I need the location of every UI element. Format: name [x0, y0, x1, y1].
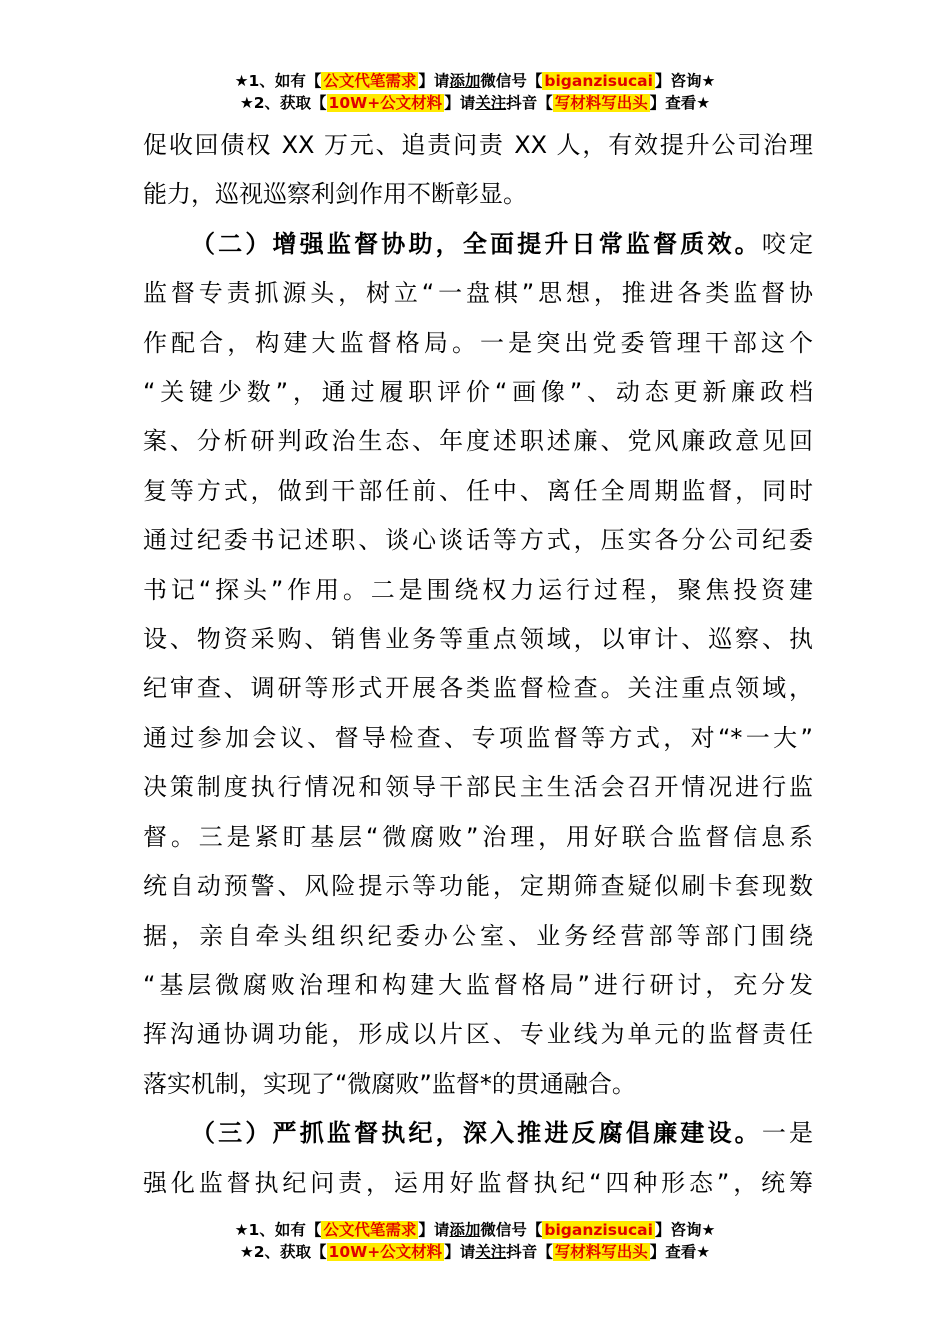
- text-line: 复等方式，做到干部任前、任中、离任全周期监督，同时: [143, 476, 813, 505]
- text-line: 促收回债权 XX 万元、追责问责 XX 人，有效提升公司治理: [143, 131, 813, 159]
- banner-underline: 添加: [449, 72, 481, 90]
- banner-text: 微信号【: [480, 1221, 543, 1239]
- banner-text: 】查看★: [649, 94, 711, 112]
- banner-line-1: [0, 70, 950, 92]
- text-line: 能力，巡视巡察利剑作用不断彰显。: [143, 180, 527, 209]
- banner-text: 抖音【: [506, 1243, 553, 1261]
- text-run: 一是: [761, 1119, 814, 1148]
- banner-highlight: biganzisucai: [544, 1221, 653, 1239]
- banner-text: 】咨询★: [654, 1221, 716, 1239]
- banner-text: 】请: [418, 72, 450, 90]
- banner-text: ★2、获取【: [239, 1243, 327, 1261]
- text-line: 书记“探头”作用。二是围绕权力运行过程，聚焦投资建: [143, 575, 813, 604]
- banner-text: 】请: [444, 94, 476, 112]
- banner-highlight: 写材料写出头: [554, 94, 648, 112]
- text-line: 统自动预警、风险提示等功能，定期筛查疑似刷卡套现数: [143, 872, 813, 901]
- text-line: 通过纪委书记述职、谈心谈话等方式，压实各分公司纪委: [143, 526, 813, 555]
- paragraph-heading-line: [143, 1109, 813, 1158]
- header-banner: [0, 70, 950, 114]
- banner-text: 】查看★: [649, 1243, 711, 1261]
- banner-line-2: [0, 1241, 950, 1263]
- banner-line-2: [0, 92, 950, 114]
- text-line: 落实机制，实现了“微腐败”监督*的贯通融合。: [143, 1069, 636, 1098]
- section-heading: （三）严抓监督执纪，深入推进反腐倡廉建设。: [191, 1119, 762, 1148]
- banner-text: 】请: [444, 1243, 476, 1261]
- banner-underline: 关注: [475, 94, 507, 112]
- text-line: 据，亲自牵头组织纪委办公室、业务经营部等部门围绕: [143, 921, 813, 950]
- banner-text: ★1、如有【: [234, 1221, 322, 1239]
- paragraph-heading-line: [143, 220, 813, 269]
- banner-highlight: 10W+公文材料: [328, 94, 443, 112]
- text-line: 设、物资采购、销售业务等重点领域，以审计、巡察、执: [143, 625, 813, 654]
- text-line: 监督专责抓源头，树立“一盘棋”思想，推进各类监督协: [143, 279, 813, 308]
- banner-highlight: biganzisucai: [544, 72, 653, 90]
- text-line: 督。三是紧盯基层“微腐败”治理，用好联合监督信息系: [143, 822, 813, 851]
- banner-line-1: [0, 1219, 950, 1241]
- banner-text: ★1、如有【: [234, 72, 322, 90]
- banner-highlight: 公文代笔需求: [323, 72, 417, 90]
- footer-banner: [0, 1219, 950, 1263]
- text-line: 强化监督执纪问责，运用好监督执纪“四种形态”，统筹: [143, 1168, 813, 1197]
- text-line: 决策制度执行情况和领导干部民主生活会召开情况进行监: [143, 773, 813, 802]
- banner-text: 】咨询★: [654, 72, 716, 90]
- text-line: 作配合，构建大监督格局。一是突出党委管理干部这个: [143, 328, 813, 357]
- text-line: “关键少数”，通过履职评价“画像”、动态更新廉政档: [143, 378, 813, 407]
- section-heading: （二）增强监督协助，全面提升日常监督质效。: [191, 229, 762, 258]
- banner-text: 微信号【: [480, 72, 543, 90]
- text-line: “基层微腐败治理和构建大监督格局”进行研讨，充分发: [143, 970, 813, 999]
- banner-highlight: 10W+公文材料: [328, 1243, 443, 1261]
- text-line: 纪审查、调研等形式开展各类监督检查。关注重点领域，: [143, 674, 813, 703]
- banner-text: 】请: [418, 1221, 450, 1239]
- banner-underline: 添加: [449, 1221, 481, 1239]
- banner-highlight: 写材料写出头: [554, 1243, 648, 1261]
- document-body: [143, 121, 813, 1208]
- banner-underline: 关注: [475, 1243, 507, 1261]
- banner-text: 抖音【: [506, 94, 553, 112]
- banner-text: ★2、获取【: [239, 94, 327, 112]
- text-run: 咬定: [761, 229, 814, 258]
- text-line: 通过参加会议、督导检查、专项监督等方式，对“*一大”: [143, 723, 813, 752]
- text-line: 案、分析研判政治生态、年度述职述廉、党风廉政意见回: [143, 427, 813, 456]
- text-line: 挥沟通协调功能，形成以片区、专业线为单元的监督责任: [143, 1020, 813, 1049]
- banner-highlight: 公文代笔需求: [323, 1221, 417, 1239]
